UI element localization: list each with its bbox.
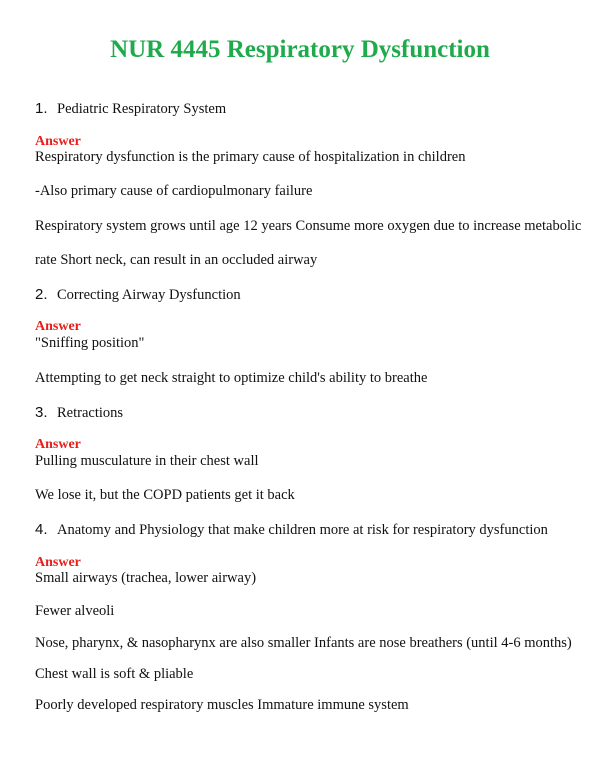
document-title: NUR 4445 Respiratory Dysfunction	[110, 36, 490, 63]
question-number: 4.	[35, 521, 48, 538]
answer-line: "Sniffing position"	[35, 335, 145, 351]
question-text: Anatomy and Physiology that make children more at risk for respiratory dysfunction	[57, 522, 548, 538]
question-1	[35, 100, 226, 118]
answer-line: Nose, pharynx, & nasopharynx are also smaller Infants are nose breathers (until 4-6 months)	[35, 635, 572, 651]
question-number: 2.	[35, 286, 48, 303]
question-3	[35, 404, 123, 422]
answer-line: rate Short neck, can result in an occluded airway	[35, 252, 318, 268]
question-text: Retractions	[57, 405, 124, 421]
answer-label: Answer	[35, 134, 81, 149]
answer-label: Answer	[35, 319, 81, 334]
answer-line: -Also primary cause of cardiopulmonary failure	[35, 183, 313, 199]
question-text: Pediatric Respiratory System	[57, 101, 227, 117]
answer-line: Fewer alveoli	[35, 603, 115, 619]
answer-label: Answer	[35, 437, 81, 452]
question-text: Correcting Airway Dysfunction	[57, 287, 241, 303]
answer-line: Respiratory system grows until age 12 years Consume more oxygen due to increase metabolic	[35, 218, 582, 234]
answer-line: Respiratory dysfunction is the primary cause of hospitalization in children	[35, 149, 466, 165]
answer-line: Small airways (trachea, lower airway)	[35, 570, 257, 586]
question-4	[35, 521, 548, 539]
question-number: 3.	[35, 404, 48, 421]
answer-line: Poorly developed respiratory muscles Immature immune system	[35, 697, 409, 713]
answer-label: Answer	[35, 555, 81, 570]
answer-line: Attempting to get neck straight to optimize child's ability to breathe	[35, 370, 428, 386]
question-number: 1.	[35, 100, 48, 117]
answer-line: Pulling musculature in their chest wall	[35, 453, 259, 469]
question-2	[35, 286, 241, 304]
answer-line: We lose it, but the COPD patients get it back	[35, 487, 295, 503]
answer-line: Chest wall is soft & pliable	[35, 666, 194, 682]
